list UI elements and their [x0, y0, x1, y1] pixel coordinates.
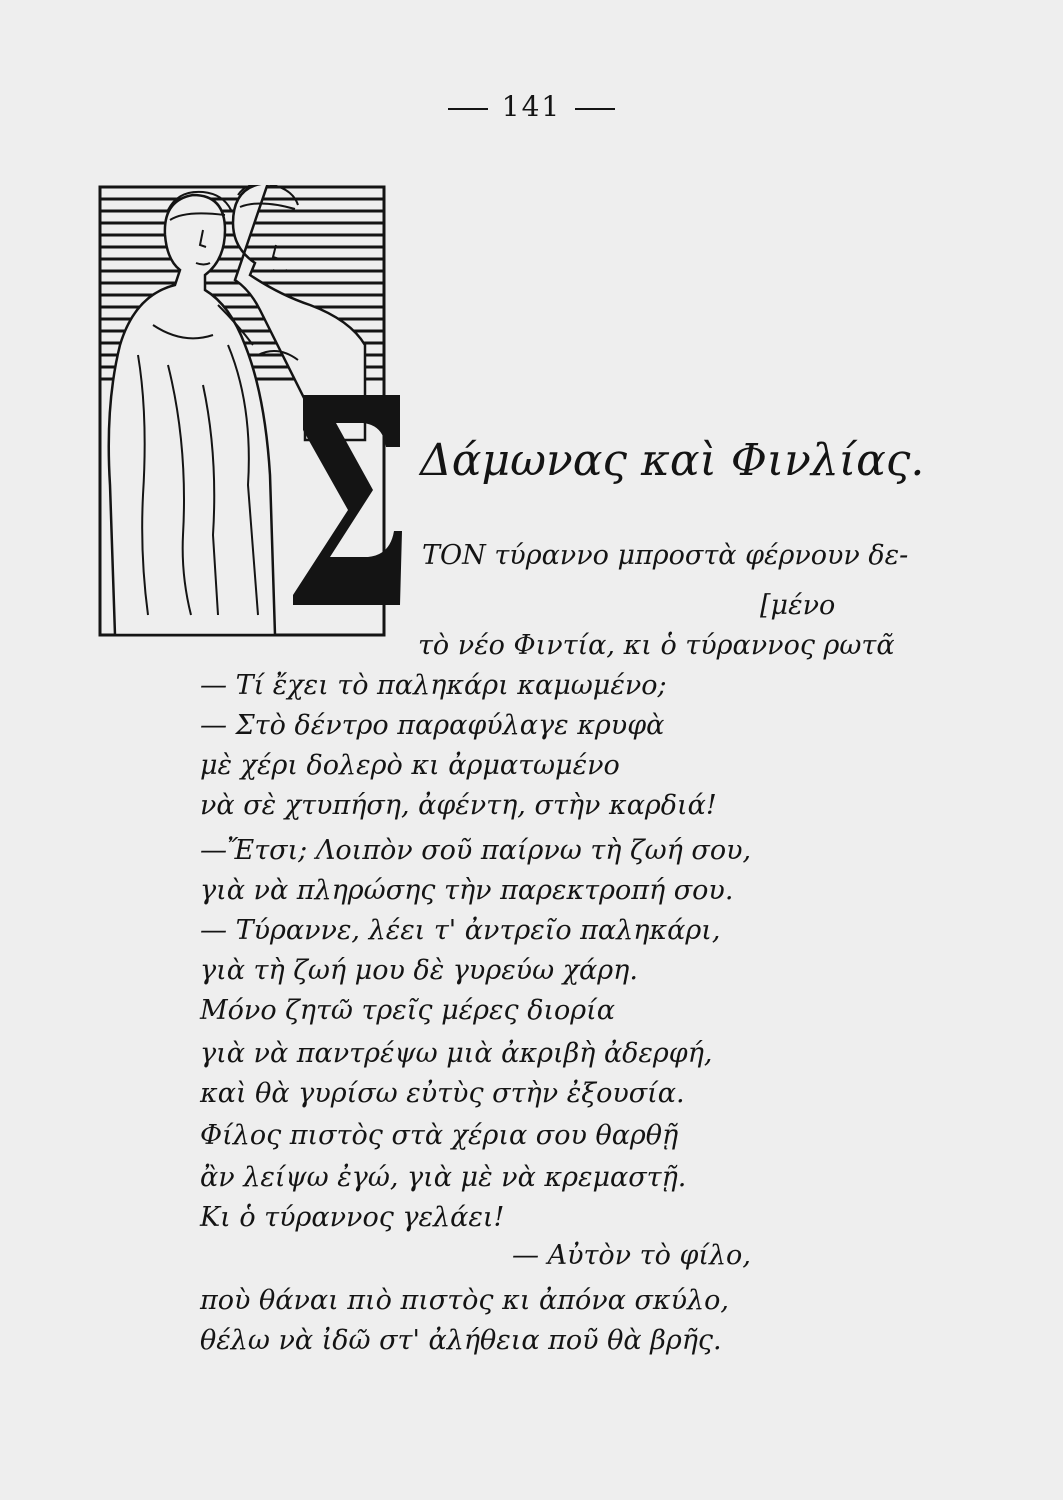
verse-line: τὸ νέο Φιντία, κι ὁ τύραννος ρωτᾶ [418, 630, 895, 661]
verse-line: μὲ χέρι δολερὸ κι ἀρματωμένο [200, 750, 620, 781]
show-through-decoration [560, 150, 1030, 204]
verse-line: Φίλος πιστὸς στὰ χέρια σου θαρθῇ [200, 1120, 679, 1151]
verse-line: — Στὸ δέντρο παραφύλαγε κρυφὰ [200, 710, 665, 741]
verse-line: γιὰ νὰ πληρώσης τὴν παρεκτροπή σου. [200, 875, 734, 906]
svg-text:Σ: Σ [98, 185, 99, 186]
verse-line: — Τύραννε, λέει τ' ἀντρεῖο παληκάρι, [200, 915, 721, 946]
verse-line: ΤΟΝ τύραννο μπροστὰ φέρνουν δε- [422, 540, 909, 571]
verse-line: Κι ὁ τύραννος γελάει! [200, 1202, 505, 1233]
verse-line: γιὰ νὰ παντρέψω μιὰ ἀκριβὴ ἀδερφή, [200, 1038, 713, 1069]
verse-line: ποὺ θάναι πιὸ πιστὸς κι ἀπόνα σκύλο, [200, 1285, 729, 1316]
verse-line: —Ἔτσι; Λοιπὸν σοῦ παίρνω τὴ ζωή σου, [200, 835, 752, 866]
verse-line: Μόνο ζητῶ τρεῖς μέρες διορία [200, 995, 615, 1026]
verse-line: νὰ σὲ χτυπήση, ἀφέντη, στὴν καρδιά! [200, 790, 717, 821]
verse-line: — Αὐτὸν τὸ φίλο, [512, 1240, 751, 1271]
verse-line: — Τί ἔχει τὸ παληκάρι καμωμένο; [200, 670, 667, 701]
verse-line: καὶ θὰ γυρίσω εὐτὺς στὴν ἐξουσία. [200, 1078, 685, 1109]
verse-line: θέλω νὰ ἰδῶ στ' ἀλήθεια ποῦ θὰ βρῆς. [200, 1325, 722, 1356]
page-number: 141 [0, 90, 1063, 123]
verse-line: γιὰ τὴ ζωή μου δὲ γυρεύω χάρη. [200, 955, 638, 986]
verse-line: [μένο [760, 590, 836, 621]
illustration-two-youths [98, 185, 403, 640]
verse-line: ἂν λείψω ἐγώ, γιὰ μὲ νὰ κρεμαστῇ. [200, 1162, 687, 1193]
poem-title: Δάμωνας καὶ Φινλίας. [420, 435, 925, 486]
